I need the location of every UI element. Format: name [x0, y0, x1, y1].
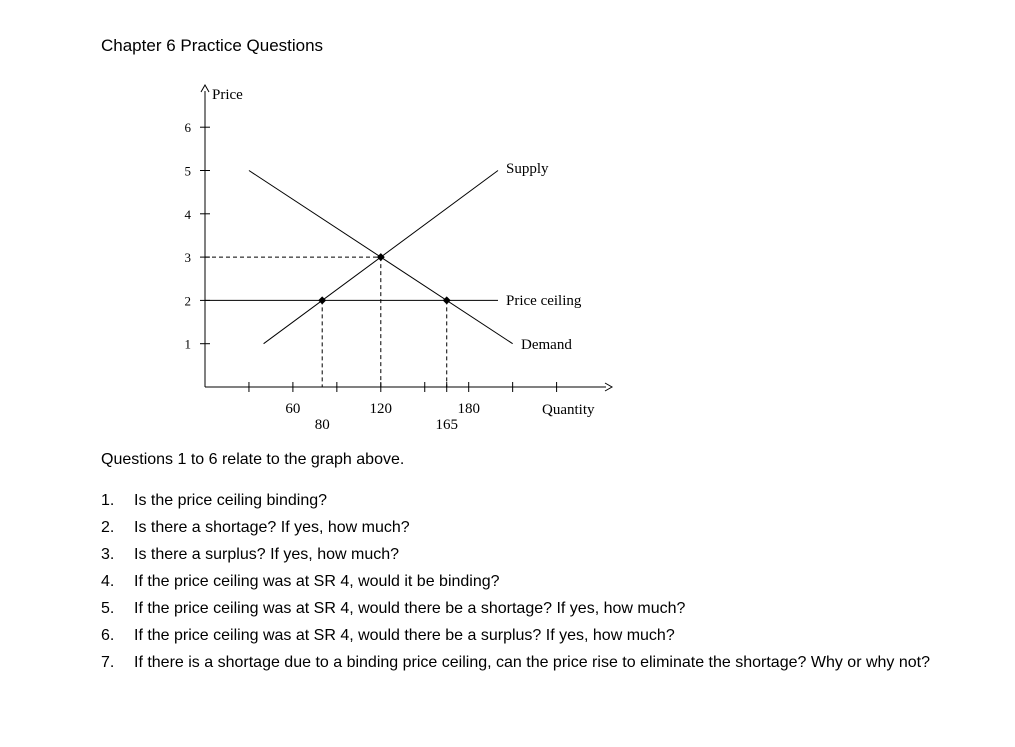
y-tick-label: 2 [184, 293, 191, 309]
question-number: 6. [101, 627, 115, 644]
question-text: If the price ceiling was at SR 4, would it be binding? [134, 573, 500, 590]
question-item [101, 649, 981, 676]
intersection-marker [377, 253, 385, 261]
question-item [101, 514, 981, 541]
question-text: Is there a surplus? If yes, how much? [134, 546, 400, 563]
questions-intro: Questions 1 to 6 relate to the graph above. [101, 451, 405, 468]
question-number: 3. [101, 546, 115, 563]
question-number: 7. [101, 654, 115, 671]
supply-label: Supply [506, 161, 549, 177]
y-axis-label: Price [212, 87, 243, 103]
intersection-marker [443, 296, 451, 304]
question-item [101, 487, 981, 514]
question-number: 4. [101, 573, 115, 590]
question-text: If there is a shortage due to a binding price ceiling, can the price rise to eliminate the shortage? Why or why not? [134, 654, 930, 671]
question-item [101, 595, 981, 622]
x-tick-label: 80 [314, 417, 330, 433]
y-tick-label: 1 [184, 336, 191, 352]
question-item [101, 541, 981, 568]
y-tick-label: 6 [184, 120, 191, 136]
y-tick-label: 4 [184, 206, 191, 222]
y-tick-label: 3 [184, 250, 191, 266]
x-tick-label: 165 [435, 417, 458, 433]
question-list [101, 487, 981, 676]
question-text: Is there a shortage? If yes, how much? [134, 519, 410, 536]
intersection-marker [318, 296, 326, 304]
x-tick-label: 180 [457, 401, 480, 417]
x-tick-label: 60 [285, 401, 301, 417]
question-text: If the price ceiling was at SR 4, would there be a surplus? If yes, how much? [134, 627, 675, 644]
question-text: Is the price ceiling binding? [134, 492, 328, 509]
question-item [101, 568, 981, 595]
question-number: 1. [101, 492, 115, 509]
question-item [101, 622, 981, 649]
x-tick-label: 120 [369, 401, 393, 417]
question-text: If the price ceiling was at SR 4, would there be a shortage? If yes, how much? [134, 600, 686, 617]
question-number: 5. [101, 600, 115, 617]
x-axis-label: Quantity [542, 402, 595, 418]
demand-label: Demand [521, 337, 572, 353]
y-axis-arrow [201, 85, 209, 92]
x-axis-arrow [605, 383, 612, 391]
question-number: 2. [101, 519, 115, 536]
price-ceiling-label: Price ceiling [506, 293, 582, 309]
y-tick-label: 5 [184, 163, 191, 179]
page-title: Chapter 6 Practice Questions [101, 36, 324, 55]
